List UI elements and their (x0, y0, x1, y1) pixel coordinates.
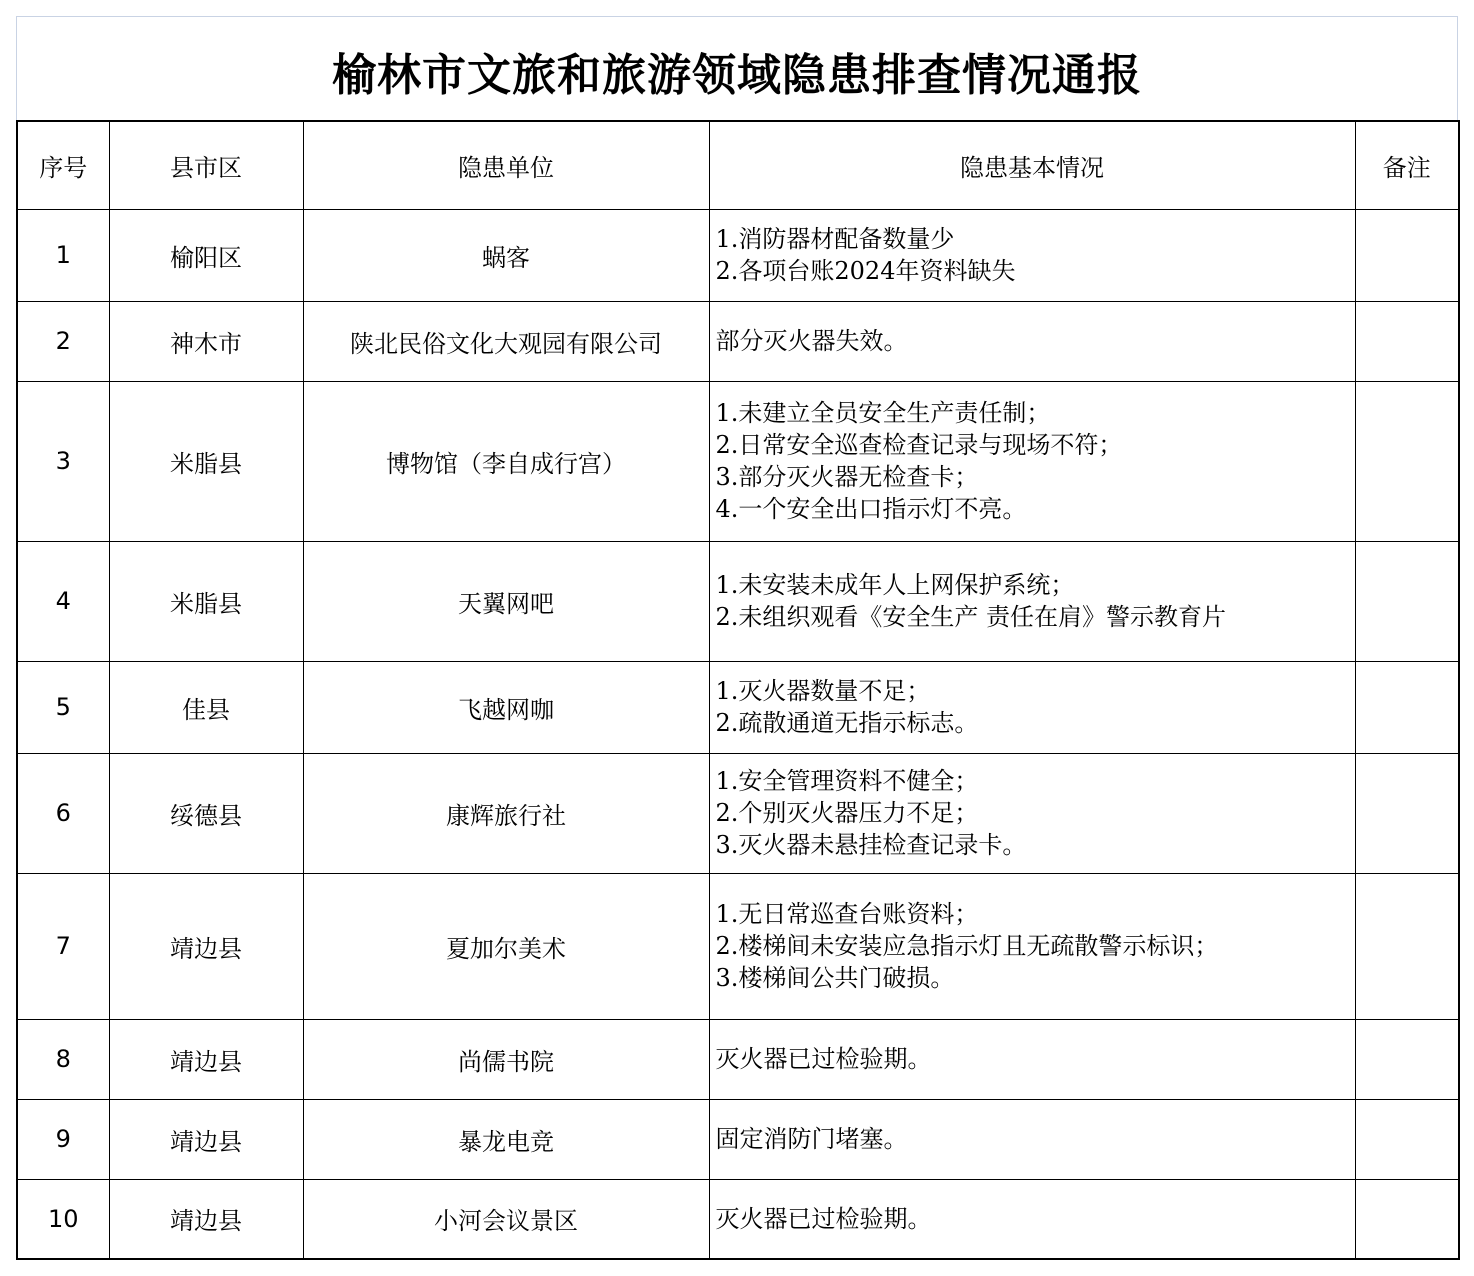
cell-county: 神木市 (109, 301, 303, 381)
header-index: 序号 (17, 121, 109, 209)
cell-county: 米脂县 (109, 541, 303, 661)
cell-details (709, 753, 1355, 873)
cell-county: 靖边县 (109, 1019, 303, 1099)
cell-details (709, 1019, 1355, 1099)
table-row (17, 1099, 1459, 1179)
page-title: 榆林市文旅和旅游领域隐患排查情况通报 (332, 49, 1142, 101)
cell-details (709, 541, 1355, 661)
cell-unit: 夏加尔美术 (303, 873, 709, 1019)
table-row (17, 661, 1459, 753)
detail-line: 1.消防器材配备数量少 (715, 225, 955, 253)
cell-unit: 博物馆（李自成行宫） (303, 381, 709, 541)
cell-details (709, 661, 1355, 753)
detail-line: 2.未组织观看《安全生产 责任在肩》警示教育片 (715, 603, 1227, 631)
detail-line: 灭火器已过检验期。 (715, 1045, 932, 1073)
header-county: 县市区 (109, 121, 303, 209)
cell-index: 1 (17, 209, 109, 301)
cell-remarks (1355, 541, 1459, 661)
detail-line: 3.楼梯间公共门破损。 (715, 964, 955, 992)
table-header-row (17, 121, 1459, 209)
table-row (17, 1019, 1459, 1099)
cell-details (709, 1099, 1355, 1179)
table-row (17, 381, 1459, 541)
cell-remarks (1355, 301, 1459, 381)
detail-line: 3.灭火器未悬挂检查记录卡。 (715, 831, 1027, 859)
detail-line: 1.无日常巡查台账资料； (715, 900, 979, 928)
table-row (17, 209, 1459, 301)
cell-details (709, 381, 1355, 541)
cell-details (709, 209, 1355, 301)
cell-county: 佳县 (109, 661, 303, 753)
cell-remarks (1355, 1019, 1459, 1099)
cell-unit: 暴龙电竞 (303, 1099, 709, 1179)
cell-index: 5 (17, 661, 109, 753)
cell-unit: 康辉旅行社 (303, 753, 709, 873)
detail-line: 2.各项台账2024年资料缺失 (715, 257, 1016, 285)
table-row (17, 873, 1459, 1019)
cell-remarks (1355, 209, 1459, 301)
detail-line: 1.未安装未成年人上网保护系统； (715, 571, 1075, 599)
cell-index: 8 (17, 1019, 109, 1099)
cell-index: 10 (17, 1179, 109, 1259)
detail-line: 1.安全管理资料不健全； (715, 767, 979, 795)
detail-line: 3.部分灭火器无检查卡； (715, 463, 979, 491)
cell-remarks (1355, 381, 1459, 541)
cell-county: 靖边县 (109, 1099, 303, 1179)
detail-line: 1.灭火器数量不足； (715, 677, 931, 705)
cell-details (709, 1179, 1355, 1259)
cell-details (709, 301, 1355, 381)
cell-remarks (1355, 661, 1459, 753)
hazard-table (16, 120, 1460, 1260)
detail-line: 灭火器已过检验期。 (715, 1204, 932, 1233)
cell-remarks (1355, 753, 1459, 873)
cell-index: 6 (17, 753, 109, 873)
table-row (17, 541, 1459, 661)
table-row (17, 301, 1459, 381)
detail-line: 部分灭火器失效。 (715, 327, 908, 355)
detail-line: 固定消防门堵塞。 (715, 1125, 908, 1153)
detail-line: 1.未建立全员安全生产责任制； (715, 399, 1051, 427)
detail-line: 2.疏散通道无指示标志。 (715, 709, 979, 737)
header-details: 隐患基本情况 (709, 121, 1355, 209)
report-sheet (16, 16, 1458, 1260)
detail-line: 2.个别灭火器压力不足； (715, 799, 979, 827)
cell-remarks (1355, 873, 1459, 1019)
cell-county: 榆阳区 (109, 209, 303, 301)
table-body (17, 209, 1459, 1259)
cell-unit: 飞越网咖 (303, 661, 709, 753)
table-row (17, 1179, 1459, 1259)
cell-details (709, 873, 1355, 1019)
cell-index: 9 (17, 1099, 109, 1179)
cell-county: 绥德县 (109, 753, 303, 873)
cell-index: 4 (17, 541, 109, 661)
cell-unit: 尚儒书院 (303, 1019, 709, 1099)
cell-county: 米脂县 (109, 381, 303, 541)
detail-line: 2.楼梯间未安装应急指示灯且无疏散警示标识； (715, 932, 1219, 960)
cell-remarks (1355, 1099, 1459, 1179)
cell-index: 3 (17, 381, 109, 541)
cell-index: 7 (17, 873, 109, 1019)
cell-unit: 小河会议景区 (303, 1179, 709, 1259)
table-row (17, 753, 1459, 873)
cell-county: 靖边县 (109, 1179, 303, 1259)
cell-remarks (1355, 1179, 1459, 1259)
title-box (16, 16, 1458, 120)
detail-line: 2.日常安全巡查检查记录与现场不符； (715, 431, 1123, 459)
cell-index: 2 (17, 301, 109, 381)
cell-unit: 陕北民俗文化大观园有限公司 (303, 301, 709, 381)
cell-unit: 蜗客 (303, 209, 709, 301)
header-unit: 隐患单位 (303, 121, 709, 209)
cell-county: 靖边县 (109, 873, 303, 1019)
cell-unit: 天翼网吧 (303, 541, 709, 661)
detail-line: 4.一个安全出口指示灯不亮。 (715, 495, 1027, 523)
header-remarks: 备注 (1355, 121, 1459, 209)
